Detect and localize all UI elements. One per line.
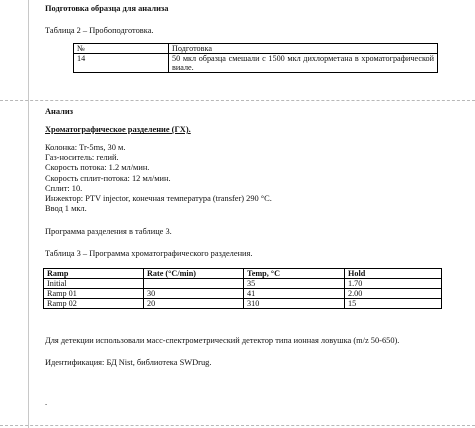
section-break-line xyxy=(0,100,475,101)
table3-cell: 41 xyxy=(244,289,345,299)
table-row xyxy=(44,289,442,299)
table2-header-row xyxy=(74,44,438,54)
table2-caption xyxy=(45,26,154,36)
table3-cell xyxy=(144,279,244,289)
param-split-flow: Скорость сплит-потока: 12 мл/мин. xyxy=(45,174,171,183)
param-injector: Инжектор: PTV injector, конечная температура (transfer) 290 °С. xyxy=(45,194,272,203)
detection-text: Для детекции использовали масс-спектрометрический детектор типа ионная ловушка (m/z 50-650). xyxy=(45,336,400,345)
section-title-prep: Подготовка образца для анализа xyxy=(45,4,169,13)
section-subtitle-gc: Хроматографическое разделение (ГХ). xyxy=(45,125,191,134)
table2-header-prep: Подготовка xyxy=(169,44,438,54)
table3-header-temp: Temp, °C xyxy=(244,269,345,279)
param-column: Колонка: Tr-5ms, 30 м. xyxy=(45,143,126,152)
program-reference: Программа разделения в таблице 3. xyxy=(45,227,172,236)
table3-cell: 15 xyxy=(345,299,442,309)
table3-cell: 2.00 xyxy=(345,289,442,299)
table3-header-rate: Rate (°C/min) xyxy=(144,269,244,279)
table-row xyxy=(44,279,442,289)
identification-text: Идентификация: БД Nist, библиотека SWDrug. xyxy=(45,358,212,367)
table3-cell: 35 xyxy=(244,279,345,289)
table3-cell: 310 xyxy=(244,299,345,309)
param-flow-rate: Скорость потока: 1.2 мл/мин. xyxy=(45,163,150,172)
trailing-period: . xyxy=(45,398,48,407)
table2-caption-text: Таблица 2 – Пробоподготовка. xyxy=(45,26,154,35)
table2-cell-prep: 50 мкл образца смешали с 1500 мкл дихлорметана в хроматографической виале. xyxy=(169,54,438,73)
table3-cell: Ramp 01 xyxy=(44,289,144,299)
param-split: Сплит: 10. xyxy=(45,184,83,193)
table2-cell-number: 14 xyxy=(74,54,169,73)
table3-caption: Таблица 3 – Программа хроматографического разделения. xyxy=(45,249,253,258)
left-margin-line xyxy=(28,0,29,428)
table-row xyxy=(44,299,442,309)
table3-cell: Ramp 02 xyxy=(44,299,144,309)
param-carrier-gas: Газ-носитель: гелий. xyxy=(45,153,119,162)
table3-cell: 20 xyxy=(144,299,244,309)
table-gc-program xyxy=(43,268,442,309)
table3-header-ramp: Ramp xyxy=(44,269,144,279)
section-title-analysis: Анализ xyxy=(45,107,74,116)
table3-header-hold: Hold xyxy=(345,269,442,279)
table-preparation xyxy=(73,43,438,73)
page-bottom-line xyxy=(0,425,475,426)
table2-row xyxy=(74,54,438,73)
table3-header-row xyxy=(44,269,442,279)
table3-cell: 1.70 xyxy=(345,279,442,289)
table3-cell: Initial xyxy=(44,279,144,289)
table2-header-number: № xyxy=(74,44,169,54)
table3-cell: 30 xyxy=(144,289,244,299)
param-injection-volume: Ввод 1 мкл. xyxy=(45,204,87,213)
